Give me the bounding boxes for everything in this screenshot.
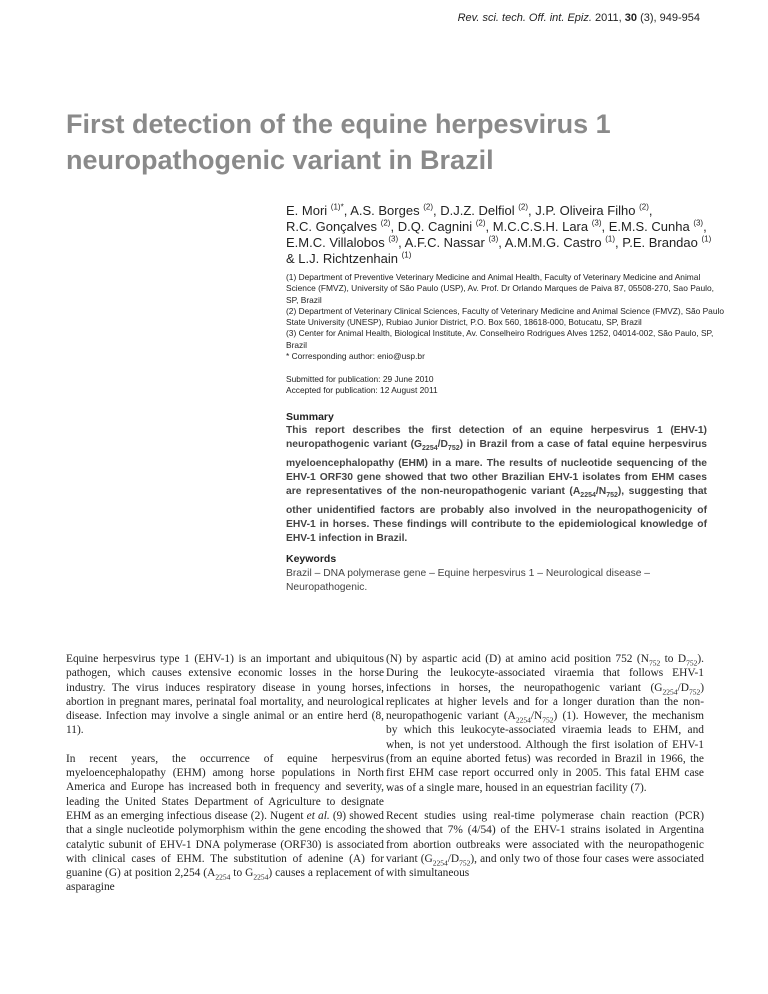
author-affiliation-mark: (2) bbox=[380, 218, 391, 228]
author-list bbox=[286, 203, 726, 267]
author-affiliation-mark: (1) bbox=[605, 234, 615, 244]
running-head bbox=[458, 12, 700, 24]
article-title bbox=[66, 106, 706, 178]
summary-heading: Summary bbox=[286, 411, 334, 423]
author-name: R.C. Gonçalves bbox=[286, 219, 378, 234]
body-column-left bbox=[66, 652, 384, 909]
journal-year: 2011, bbox=[594, 12, 622, 24]
author-affiliation-mark: (2) bbox=[639, 202, 649, 212]
author-name: E.M.S. Cunha bbox=[608, 219, 690, 234]
author-affiliation-mark: (3) bbox=[591, 218, 602, 228]
journal-volume: 30 bbox=[624, 12, 637, 24]
author-affiliation-mark: (3) bbox=[488, 234, 499, 244]
author-name: & L.J. Richtzenhain bbox=[286, 251, 399, 266]
author-affiliation-mark: (1) bbox=[401, 250, 412, 260]
journal-name: Rev. sci. tech. Off. int. Epiz. bbox=[457, 12, 592, 24]
submitted-date: Submitted for publication: 29 June 2010 bbox=[286, 374, 434, 384]
summary-text: This report describes the first detection of an equine herpesvirus 1 (EHV-1) neuropathogenic variant $(G_{2254}/D_{752})$ in Brazil from a case of fatal equine herpesvirus myeloencephalopathy (EHM) in a mare. The results of nucleotide sequencing of the EHV-1 ORF30 gene showed that two other Brazilian EHV-1 isolates from EHM cases are representatives of the non-neuropathogenic variant $(A_{2254}/N_{752})$, suggesting that other unidentified factors are probably also involved in the neuropathogenicity of EHV-1 in horses. These findings will contribute to the epidemiological knowledge of EHV-1 infection in Brazil. bbox=[286, 425, 707, 545]
author-name: A.M.M.G. Castro bbox=[504, 235, 602, 250]
author-name: A.F.C. Nassar bbox=[404, 235, 485, 250]
accepted-date: Accepted for publication: 12 August 2011 bbox=[286, 385, 438, 396]
author-name: D.J.Z. Delfiol bbox=[440, 203, 515, 218]
author-name: D.Q. Cagnini bbox=[397, 219, 473, 234]
author-affiliation-mark: (3) bbox=[388, 234, 399, 244]
body-paragraph: (N) by aspartic acid (D) at amino acid position 752 ($N_{752}$ to $D_{752}$). During the leukocyte-associated viraemia that follows EHV-1 infections in horses, the neuropathogenic variant $(G_{2254}/D_{752})$ replicates at higher levels and for a longer duration than the non-neuropathogenic variant $(A_{2254}/N_{752})$ (1). However, the mechanism by which this leukocyte-associated viraemia leads to EHM, and when, is not yet understood. Although the first isolation of EHV-1 (from an equine aborted fetus) was recorded in Brazil in 1966, the first EHM case report occurred only in 2005. This fatal EHM case was of a single mare, housed in an equestrian facility (7). bbox=[386, 653, 705, 794]
author-name: M.C.C.S.H. Lara bbox=[492, 219, 589, 234]
author-affiliation-mark: (2) bbox=[475, 218, 486, 228]
publication-dates bbox=[286, 374, 726, 397]
author-name: J.P. Oliveira Filho bbox=[535, 203, 636, 218]
body-paragraph: Equine herpesvirus type 1 (EHV-1) is an important and ubiquitous pathogen, which causes extensive economic losses in the horse industry. The virus induces respiratory disease in young horses, abortion in pregnant mares, perinatal foal mortality, and neurological disease. Infection may involve a single animal or an entire herd (8, 11). bbox=[66, 653, 384, 737]
author-name: E.M.C. Villalobos bbox=[286, 235, 385, 250]
author-name: A.S. Borges bbox=[350, 203, 420, 218]
corresponding-author: * Corresponding author: enio@usp.br bbox=[286, 351, 425, 362]
author-affiliation-mark: (2) bbox=[423, 202, 433, 212]
body-paragraph: In recent years, the occurrence of equine herpesvirus myeloencephalopathy (EHM) among horse populations in North America and Europe has increased both in frequency and severity, leading the United States Department of Agriculture to designate EHM as an emerging infectious disease (2). Nugent et al. (9) showed that a single nucleotide polymorphism within the gene encoding the catalytic subunit of EHV-1 DNA polymerase (ORF30) is associated with clinical cases of EHM. The substitution of adenine (A) for guanine (G) at position 2,254 ($A_{2254}$ to $G_{2254}$) causes a replacement of asparagine bbox=[66, 752, 385, 894]
journal-issue-pages: (3), 949-954 bbox=[640, 12, 700, 24]
author-name: P.E. Brandao bbox=[622, 235, 698, 250]
author-affiliation-mark: (1)* bbox=[330, 202, 344, 212]
author-affiliation-mark: (2) bbox=[518, 202, 529, 212]
author-affiliation-mark: (3) bbox=[693, 218, 704, 228]
affiliation-3: (3) Center for Animal Health, Biological Institute, Av. Conselheiro Rodrigues Alves 1252, 04014-002, São Paulo, SP, Brazil bbox=[286, 328, 714, 350]
author-line-2: R.C. Gonçalves $^{(2)}$, D.Q. Cagnini $^{(2)}$, M.C.C.S.H. Lara $^{(3)}$, E.M.S. Cunha $^{(3)}$, bbox=[286, 218, 707, 234]
affiliation-2: (2) Department of Veterinary Clinical Sciences, Faculty of Veterinary Medicine and Animal Science (FMVZ), São Paulo State University (UNESP), Rubiao Junior District, P.O. Box 560, 18618-000, Botucatu, SP, Brazil bbox=[286, 305, 725, 328]
author-line-3: E.M.C. Villalobos $^{(3)}$, A.F.C. Nassar $^{(3)}$, A.M.M.G. Castro $^{(1)}$, P.E. Brandao $^{(1)}$ bbox=[286, 234, 712, 250]
keywords-heading: Keywords bbox=[286, 553, 337, 565]
body-paragraph: Recent studies using real-time polymerase chain reaction (PCR) showed that 7% (4/54) of the EHV-1 strains isolated in Argentina from abortion outbreaks were associated with the neuropathogenic variant $(G_{2254}/D_{752})$, and only two of those four cases were associated with simultaneous bbox=[386, 809, 704, 880]
author-name: E. Mori bbox=[286, 203, 328, 218]
author-line-4 bbox=[286, 251, 726, 267]
title-line-2: neuropathogenic variant in Brazil bbox=[66, 145, 494, 175]
author-line-1: E. Mori $^{(1)*}$, A.S. Borges $^{(2)}$, D.J.Z. Delfiol $^{(2)}$, J.P. Oliveira Filho $^{(2)}$, bbox=[286, 202, 653, 218]
affiliations bbox=[286, 272, 726, 362]
body-column-right bbox=[386, 652, 704, 894]
author-affiliation-mark: (1) bbox=[701, 234, 712, 244]
keywords-text: Brazil – DNA polymerase gene – Equine herpesvirus 1 – Neurological disease – Neuropathogenic. bbox=[286, 568, 651, 594]
title-line-1: First detection of the equine herpesvirus 1 bbox=[66, 109, 611, 139]
affiliation-1: (1) Department of Preventive Veterinary Medicine and Animal Health, Faculty of Veterinary Medicine and Animal Science (FMVZ), University of São Paulo (USP), Av. Prof. Dr Orlando Marques de Paiva 87, 05508-270, Sao Paulo, SP, Brazil bbox=[286, 272, 714, 305]
